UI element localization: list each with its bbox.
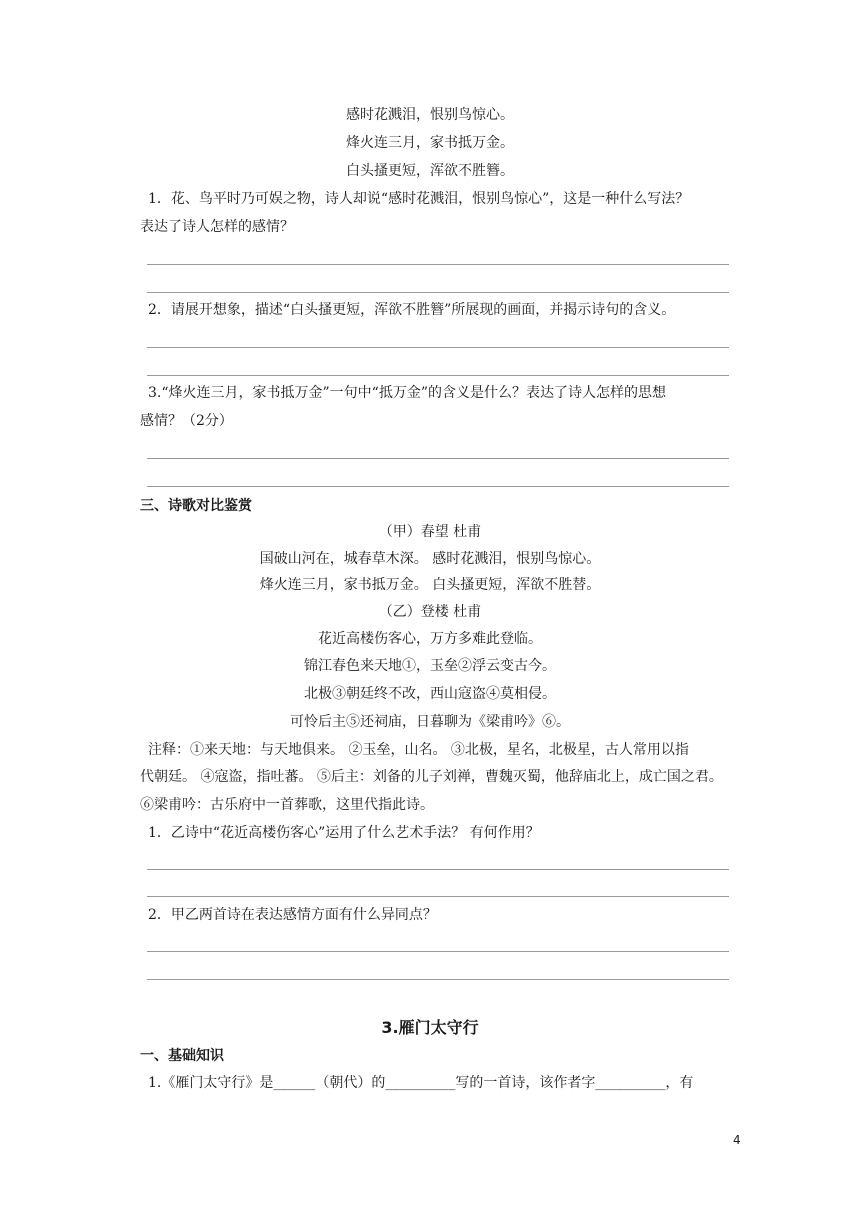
poem-b-line: 可怜后主⑤还祠庙，日暮聊为《梁甫吟》⑥。 (290, 714, 570, 730)
poem-line: 烽火连三月，家书抵万金。 (346, 135, 514, 151)
answer-line[interactable] (147, 292, 729, 293)
question-2: 2．请展开想象，描述“白头搔更短，浑欲不胜簪”所展现的画面，并揭示诗句的含义。 (148, 302, 676, 318)
poem-a-title: （甲）春望 杜甫 (378, 524, 482, 540)
compare-question-1: 1．乙诗中“花近高楼伤客心”运用了什么艺术手法？ 有何作用？ (148, 825, 540, 841)
answer-line[interactable] (147, 264, 729, 265)
answer-line[interactable] (147, 458, 729, 459)
answer-line[interactable] (147, 486, 729, 487)
poem-b-line: 北极③朝廷终不改，西山寇盗④莫相侵。 (304, 686, 556, 702)
answer-line[interactable] (147, 375, 729, 376)
poem-a-line: 烽火连三月，家书抵万金。 白头搔更短，浑欲不胜替。 (259, 577, 601, 593)
answer-line[interactable] (147, 347, 729, 348)
answer-line[interactable] (147, 979, 729, 980)
page-number: 4 (733, 1133, 741, 1147)
poem-b-title: （乙）登楼 杜甫 (378, 604, 482, 620)
notes-line: 代朝廷。 ④寇盗，指吐蕃。 ⑤后主：刘备的儿子刘禅，曹魏灭蜀，他辞庙北上，成亡国之君。 (140, 769, 723, 785)
notes-line: ⑥梁甫吟：古乐府中一首葬歌，这里代指此诗。 (140, 797, 434, 813)
poem-b-line: 花近高楼伤客心，万方多难此登临。 (318, 631, 542, 647)
question-1: 1．花、鸟平时乃可娱之物，诗人却说“感时花溅泪，恨别鸟惊心”，这是一种什么写法？ (148, 191, 690, 207)
section-heading: 三、诗歌对比鉴赏 (140, 498, 252, 514)
question-3: 3.“烽火连三月，家书抵万金”一句中“抵万金”的含义是什么？表达了诗人怎样的思想 (148, 385, 666, 401)
compare-question-2: 2．甲乙两首诗在表达感情方面有什么异同点？ (148, 907, 437, 923)
answer-line[interactable] (147, 869, 729, 870)
answer-line[interactable] (147, 951, 729, 952)
answer-line[interactable] (147, 896, 729, 897)
section-heading: 一、基础知识 (140, 1048, 224, 1064)
poem-line: 白头搔更短，浑欲不胜簪。 (346, 163, 514, 179)
poem-line: 感时花溅泪，恨别鸟惊心。 (346, 107, 514, 123)
poem-b-line: 锦江春色来天地①，玉垒②浮云变古今。 (304, 658, 556, 674)
fill-in-question: 1.《雁门太守行》是______（朝代）的__________写的一首诗，该作者字__________，有 (148, 1075, 694, 1091)
lesson-title: 3.雁门太守行 (381, 1018, 479, 1037)
question-1-cont: 表达了诗人怎样的感情？ (140, 219, 294, 235)
notes-line: 注释：①来天地：与天地俱来。 ②玉垒，山名。 ③北极，星名，北极星，古人常用以指 (148, 742, 689, 758)
question-3-cont: 感情？（2分） (140, 413, 233, 429)
poem-a-line: 国破山河在，城春草木深。 感时花溅泪，恨别鸟惊心。 (259, 551, 601, 567)
